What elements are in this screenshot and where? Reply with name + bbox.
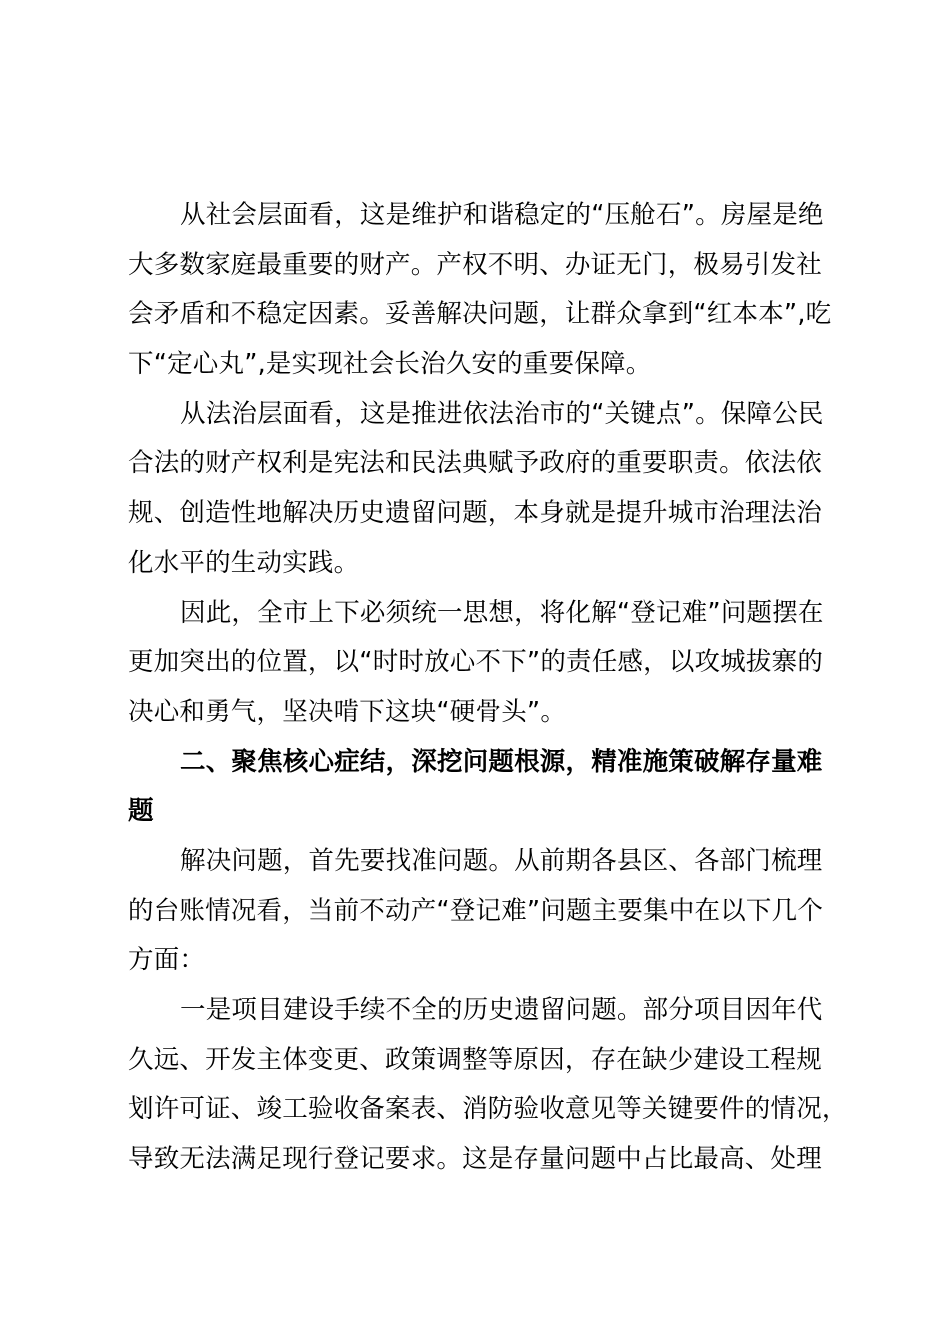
text-line: 方面： — [128, 945, 206, 976]
text-line: 从社会层面看，这是维护和谐稳定的“压舱石”。房屋是绝 — [180, 200, 824, 230]
text-line: 合法的财产权利是宪法和民法典赋予政府的重要职责。依法依 — [128, 448, 822, 479]
text-line: 题 — [128, 796, 154, 827]
text-line: 因此，全市上下必须统一思想，将化解“登记难”问题摆在 — [180, 597, 824, 628]
paragraph — [128, 990, 848, 1189]
paragraph — [128, 841, 828, 990]
text-line: 化水平的生动实践。 — [128, 547, 360, 578]
text-line: 久远、开发主体变更、政策调整等原因，存在缺少建设工程规 — [128, 1044, 822, 1075]
text-line: 一是项目建设手续不全的历史遗留问题。部分项目因年代 — [180, 995, 823, 1025]
paragraph — [128, 394, 828, 593]
text-line: 更加突出的位置，以“时时放心不下”的责任感，以攻城拔寨的 — [128, 647, 824, 678]
text-line: 规、创造性地解决历史遗留问题，本身就是提升城市治理法治 — [128, 498, 822, 529]
section-heading — [128, 742, 828, 841]
text-line: 大多数家庭最重要的财产。产权不明、办证无门，极易引发社 — [128, 249, 822, 280]
text-line: 决心和勇气，坚决啃下这块“硬骨头”。 — [128, 696, 567, 727]
text-line: 会矛盾和不稳定因素。妥善解决问题，让群众拿到“红本本”,吃 — [128, 299, 832, 330]
document-body — [128, 195, 848, 1189]
text-line: 二、聚焦核心症结，深挖问题根源，精准施策破解存量难 — [180, 746, 823, 777]
text-line: 下“定心丸”,是实现社会长治久安的重要保障。 — [128, 349, 652, 380]
text-line: 从法治层面看，这是推进依法治市的“关键点”。保障公民 — [180, 398, 824, 429]
text-line: 的台账情况看，当前不动产“登记难”问题主要集中在以下几个 — [128, 895, 824, 926]
text-line: 解决问题，首先要找准问题。从前期各县区、各部门梳理 — [180, 845, 823, 876]
paragraph — [128, 195, 832, 394]
text-line: 划许可证、竣工验收备案表、消防验收意见等关键要件的情况， — [128, 1094, 848, 1125]
paragraph — [128, 593, 828, 742]
text-line: 导致无法满足现行登记要求。这是存量问题中占比最高、处理 — [128, 1144, 822, 1175]
